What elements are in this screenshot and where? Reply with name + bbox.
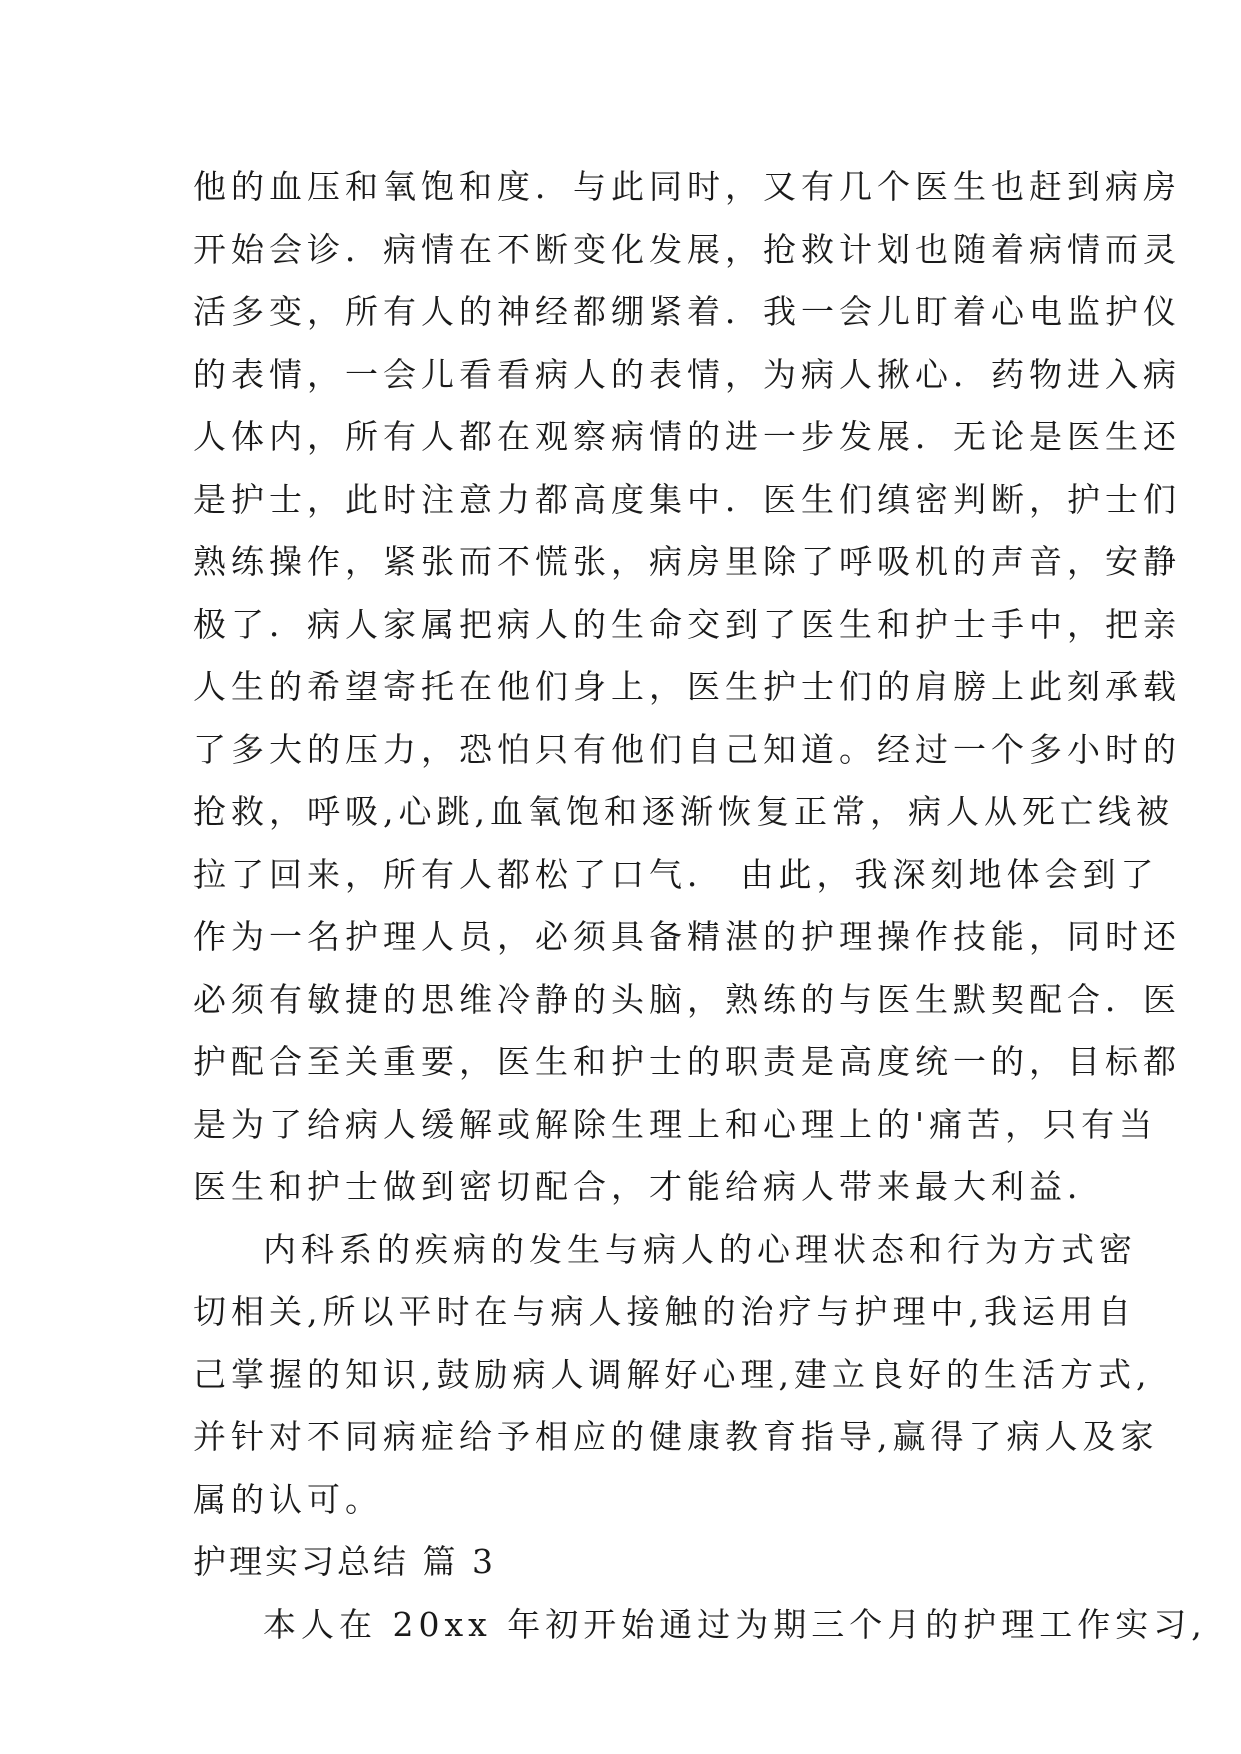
text-line: 切相关,所以平时在与病人接触的治疗与护理中,我运用自 [193, 1292, 1136, 1331]
text-line: 开始会诊．病情在不断变化发展，抢救计划也随着病情而灵 [193, 229, 1181, 269]
text-line: 他的血压和氧饱和度．与此同时，又有几个医生也赶到病房 [193, 167, 1181, 206]
text-line: 了多大的压力，恐怕只有他们自己知道。经过一个多小时的 [193, 729, 1181, 769]
text-line: 是为了给病人缓解或解除生理上和心理上的'痛苦，只有当 [193, 1104, 1158, 1144]
text-line: 抢救，呼吸,心跳,血氧饱和逐渐恢复正常，病人从死亡线被 [193, 792, 1174, 831]
text-line: 必须有敏捷的思维冷静的头脑，熟练的与医生默契配合．医 [193, 979, 1181, 1019]
text-line: 的表情，一会儿看看病人的表情，为病人揪心．药物进入病 [193, 354, 1181, 394]
text-line: 人生的希望寄托在他们身上，医生护士们的肩膀上此刻承载 [193, 667, 1181, 706]
paragraph-first-line: 内科系的疾病的发生与病人的心理状态和行为方式密 [263, 1229, 1137, 1269]
text-line: 医生和护士做到密切配合，才能给病人带来最大利益． [193, 1167, 1105, 1206]
text-line: 作为一名护理人员，必须具备精湛的护理操作技能，同时还 [193, 917, 1181, 956]
text-line: 熟练操作，紧张而不慌张，病房里除了呼吸机的声音，安静 [193, 542, 1181, 581]
document-body [193, 156, 1207, 1656]
paragraph-first-line: 本人在 20xx 年初开始通过为期三个月的护理工作实习, [263, 1604, 1207, 1644]
text-line: 活多变，所有人的神经都绷紧着．我一会儿盯着心电监护仪 [193, 292, 1181, 331]
text-line: 人体内，所有人都在观察病情的进一步发展．无论是医生还 [193, 417, 1181, 456]
text-line: 是护士，此时注意力都高度集中．医生们缜密判断，护士们 [193, 479, 1181, 519]
text-line: 并针对不同病症给予相应的健康教育指导,赢得了病人及家 [193, 1417, 1159, 1456]
text-line: 极了．病人家属把病人的生命交到了医生和护士手中，把亲 [193, 604, 1181, 644]
text-line: 拉了回来，所有人都松了口气． 由此，我深刻地体会到了 [193, 854, 1159, 894]
section-heading: 护理实习总结 篇 3 [193, 1542, 496, 1581]
text-line: 己掌握的知识,鼓励病人调解好心理,建立良好的生活方式, [193, 1354, 1152, 1394]
text-line: 属的认可。 [193, 1479, 383, 1519]
text-line: 护配合至关重要，医生和护士的职责是高度统一的，目标都 [193, 1042, 1181, 1081]
